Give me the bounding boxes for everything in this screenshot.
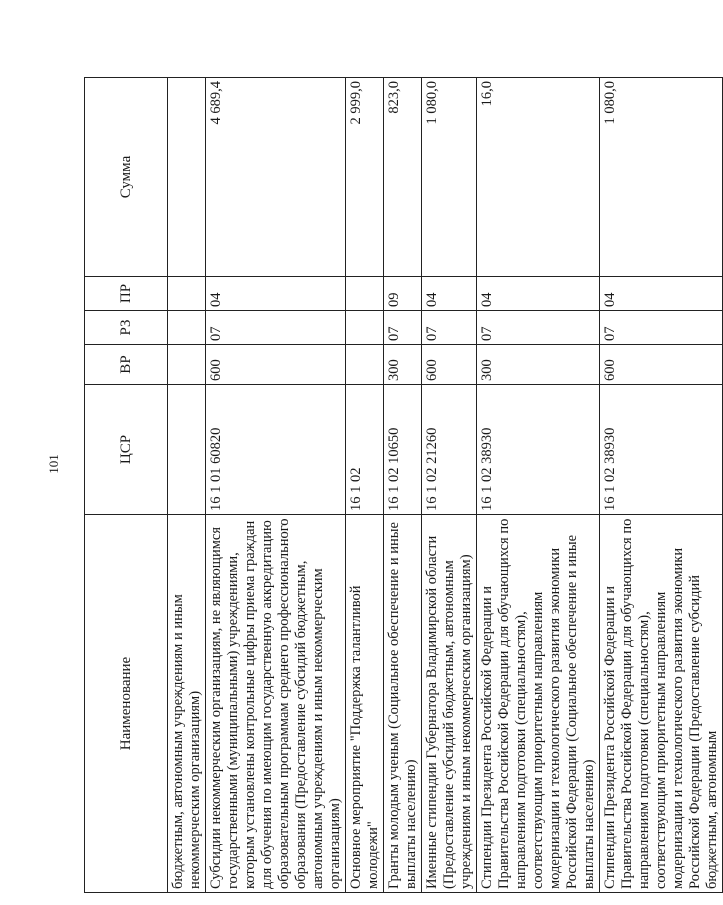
cell-vr: 600 [422, 345, 477, 385]
cell-pr: 04 [600, 277, 723, 311]
table-row [384, 78, 422, 893]
cell-rz: 07 [384, 311, 422, 345]
table-row [600, 78, 723, 893]
table-row [168, 78, 206, 893]
cell-rz: 07 [206, 311, 346, 345]
cell-csr: 16 1 02 21260 [422, 385, 477, 515]
cell-csr [168, 385, 206, 515]
cell-csr: 16 1 02 [346, 385, 384, 515]
cell-rz: 07 [600, 311, 723, 345]
cell-sum: 1 080,0 [422, 78, 477, 277]
cell-csr: 16 1 02 38930 [477, 385, 600, 515]
cell-name: Гранты молодым ученым (Социальное обеспечение и иные выплаты населению) [384, 515, 422, 893]
cell-name: Стипендии Президента Российской Федерации и Правительства Российской Федерации для обучающихся по направлениям подготовки (специальностям), соответствующим приоритетным направлениям модернизации и технологического развития экономики Российской Федерации (Предоставление субсидий бюджетным, автономным [600, 515, 723, 893]
header-rz: РЗ [85, 311, 168, 345]
cell-rz [168, 311, 206, 345]
cell-name: Субсидии некоммерческим организациям, не являющимся государственными (муниципальными) учреждениями, которым установлены контрольные цифры приема граждан для обучения по имеющим государственную аккредитацию образовательным программам среднего профессионального образования (Предоставление субсидий бюджетным, автономным учреждениям и иным некоммерческим организациям) [206, 515, 346, 893]
cell-name: Основное мероприятие "Поддержка талантливой молодежи" [346, 515, 384, 893]
cell-csr: 16 1 02 10650 [384, 385, 422, 515]
cell-name: Именные стипендии Губернатора Владимирской области (Предоставление субсидий бюджетным, автономным учреждениям и иным некоммерческим организациям) [422, 515, 477, 893]
cell-sum: 16,0 [477, 78, 600, 277]
cell-sum: 1 080,0 [600, 78, 723, 277]
cell-pr: 04 [206, 277, 346, 311]
budget-table [84, 77, 723, 893]
cell-rz [346, 311, 384, 345]
header-csr: ЦСР [85, 385, 168, 515]
cell-sum [168, 78, 206, 277]
cell-name: бюджетным, автономным учреждениям и иным некоммерческим организациям) [168, 515, 206, 893]
header-name: Наименование [85, 515, 168, 893]
cell-pr [168, 277, 206, 311]
cell-vr [346, 345, 384, 385]
cell-csr: 16 1 01 60820 [206, 385, 346, 515]
table-row [477, 78, 600, 893]
cell-sum: 823,0 [384, 78, 422, 277]
cell-pr: 09 [384, 277, 422, 311]
cell-vr [168, 345, 206, 385]
cell-pr: 04 [477, 277, 600, 311]
header-sum: Сумма [85, 78, 168, 277]
cell-vr: 300 [477, 345, 600, 385]
cell-sum: 4 689,4 [206, 78, 346, 277]
table-row [422, 78, 477, 893]
cell-csr: 16 1 02 38930 [600, 385, 723, 515]
table-row [346, 78, 384, 893]
page-number: 101 [46, 454, 61, 474]
table-header-row [85, 78, 168, 893]
cell-pr [346, 277, 384, 311]
cell-pr: 04 [422, 277, 477, 311]
cell-name: Стипендии Президента Российской Федерации и Правительства Российской Федерации для обучающихся по направлениям подготовки (специальностям), соответствующим приоритетным направлениям модернизации и технологического развития экономики Российской Федерации (Социальное обеспечение и иные выплаты населению) [477, 515, 600, 893]
cell-rz: 07 [422, 311, 477, 345]
cell-sum: 2 999,0 [346, 78, 384, 277]
header-vr: ВР [85, 345, 168, 385]
cell-vr: 300 [384, 345, 422, 385]
cell-vr: 600 [600, 345, 723, 385]
cell-vr: 600 [206, 345, 346, 385]
table-row [206, 78, 346, 893]
cell-rz: 07 [477, 311, 600, 345]
rotated-table-frame [84, 78, 720, 893]
header-pr: ПР [85, 277, 168, 311]
